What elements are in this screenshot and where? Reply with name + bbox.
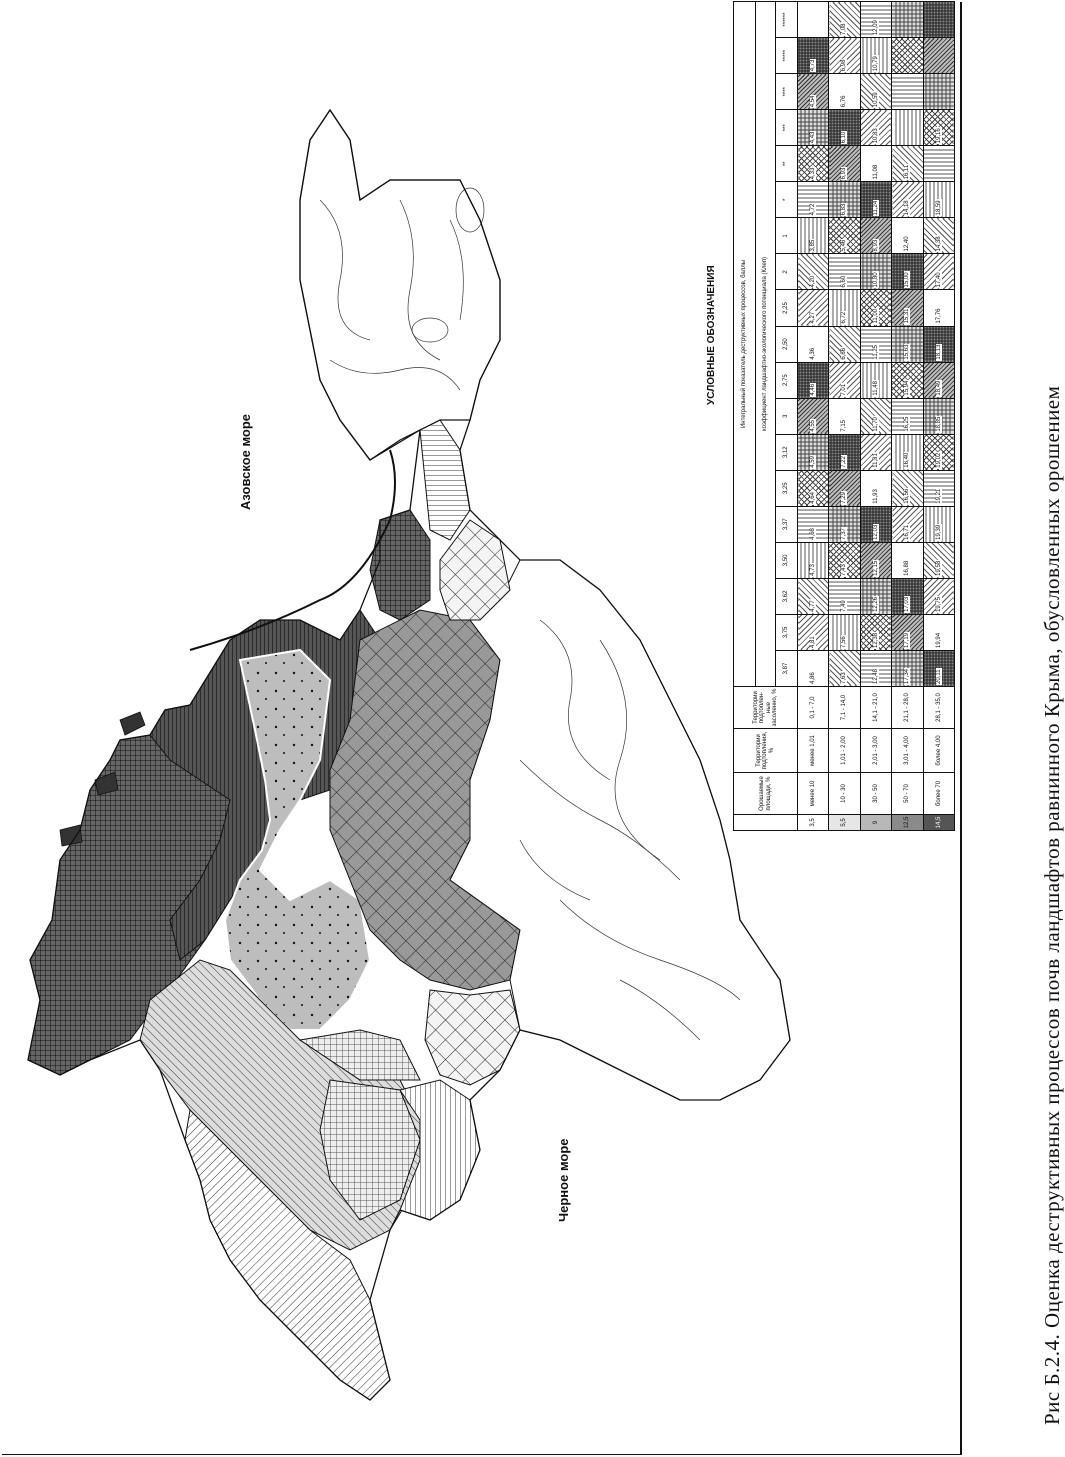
- legend-row-flood-zone: 0,1 - 7,0: [798, 687, 829, 729]
- legend-cell-value: 7,56: [841, 636, 848, 648]
- legend-cell-value: 18,59: [935, 200, 942, 216]
- legend-pattern-cell: [892, 38, 923, 74]
- legend-cell-value: 10,59: [872, 92, 879, 108]
- legend-pattern-cell: [892, 614, 923, 650]
- legend-cell-value: 10,83: [872, 128, 879, 144]
- legend-row-score: 3,5: [798, 815, 829, 831]
- legend-cell-value: 4,43: [810, 131, 817, 144]
- zone-isthmus-horizontal: [420, 420, 470, 540]
- legend-row-flooding: 2,01 - 3,00: [860, 729, 891, 773]
- legend-cell-value: 14,38: [935, 236, 942, 252]
- legend-pattern-cell: [860, 218, 891, 254]
- legend-row-irrigated: менее 10: [798, 773, 829, 815]
- legend-cell-value: 7,15: [841, 419, 848, 432]
- legend-cell-value: 19,02: [935, 452, 942, 468]
- legend-cell-value: 8,93: [872, 239, 879, 252]
- legend-cell-value: 12,03: [872, 524, 879, 540]
- legend-cell-value: 4,72: [810, 203, 817, 216]
- legend-row-flood-zone: 21,1 - 28,0: [892, 687, 923, 729]
- legend-cell-value: 16,71: [904, 524, 911, 540]
- legend-pattern-cell: [798, 434, 829, 470]
- legend-pattern-cell: [860, 398, 891, 434]
- legend-cell-value: 4,81: [810, 636, 817, 648]
- legend-pattern-cell: [798, 146, 829, 182]
- legend: [733, 1, 955, 831]
- legend-pattern-cell: [892, 218, 923, 254]
- legend-pattern-cell: [860, 506, 891, 542]
- legend-pattern-cell: [829, 398, 860, 434]
- legend-row-score: 5,5: [829, 815, 860, 831]
- legend-pattern-cell: [892, 398, 923, 434]
- legend-row: [829, 2, 860, 831]
- legend-klep-value: *: [776, 182, 798, 218]
- legend-cell-value: 4,36: [810, 347, 817, 360]
- legend-pattern-cell: [923, 110, 954, 146]
- legend-cell-value: 15,63: [904, 344, 911, 360]
- legend-cell-value: 7,37: [841, 528, 848, 540]
- legend-row-score: 9: [860, 815, 891, 831]
- legend-klep-value: 3,75: [776, 614, 798, 650]
- legend-pattern-cell: [892, 110, 923, 146]
- legend-cell-value: 12,40: [904, 236, 911, 252]
- legend-cell-value: 4,20: [810, 275, 817, 288]
- legend-pattern-cell: [829, 218, 860, 254]
- legend-cell-value: 7,22: [841, 456, 848, 468]
- legend-klep-value: 3,25: [776, 470, 798, 506]
- legend-cell-value: 12,38: [872, 632, 879, 648]
- legend-row-flooding: менее 1,01: [798, 729, 829, 773]
- legend-pattern-cell: [892, 146, 923, 182]
- legend-pattern-cell: [829, 110, 860, 146]
- legend-header-coef: коэффициент ландшафтно-экологического потенциала (Клеп): [756, 2, 776, 687]
- legend-cell-value: 6,93: [841, 167, 848, 180]
- zone-north-strip: [370, 510, 430, 620]
- legend-pattern-cell: [860, 110, 891, 146]
- legend-row: [892, 2, 923, 831]
- legend-pattern-cell: [829, 2, 860, 38]
- legend-cell-value: 4,73: [810, 564, 817, 576]
- legend-cell-value: 6,10: [841, 131, 848, 144]
- legend-pattern-cell: [892, 182, 923, 218]
- legend-pattern-cell: [860, 578, 891, 614]
- legend-pattern-cell: [829, 146, 860, 182]
- legend-cell-value: 12,48: [872, 668, 879, 684]
- legend-pattern-cell: [923, 182, 954, 218]
- legend-pattern-cell: [798, 398, 829, 434]
- legend-pattern-cell: [923, 650, 954, 686]
- legend-pattern-cell: [798, 110, 829, 146]
- legend-cell-value: 6,98: [841, 59, 848, 72]
- legend-row-flooding: более 4,00: [923, 729, 954, 773]
- legend-row-score: 12,5: [892, 815, 923, 831]
- legend-cell-value: 19,75: [935, 596, 942, 612]
- legend-row-irrigated: 50 - 70: [892, 773, 923, 815]
- legend-cell-value: 11,00: [872, 308, 879, 324]
- legend-cell-value: 19,21: [935, 488, 942, 504]
- legend-cell-value: 7,49: [841, 600, 848, 612]
- legend-cell-value: 11,08: [872, 164, 879, 180]
- legend-pattern-cell: [923, 470, 954, 506]
- legend-cell-value: 4,54: [810, 95, 817, 108]
- legend-pattern-cell: [923, 290, 954, 326]
- legend-cell-value: 19,58: [935, 560, 942, 576]
- legend-pattern-cell: [798, 614, 829, 650]
- legend-pattern-cell: [860, 2, 891, 38]
- legend-cell-value: 20,11: [935, 669, 942, 684]
- legend-pattern-cell: [923, 398, 954, 434]
- legend-pattern-cell: [923, 146, 954, 182]
- legend-pattern-cell: [860, 74, 891, 110]
- legend-pattern-cell: [860, 542, 891, 578]
- legend-pattern-cell: [860, 614, 891, 650]
- legend-row-irrigated: 30 - 50: [860, 773, 891, 815]
- legend-header-flooding: Территории подтопления, %: [734, 729, 798, 773]
- legend-pattern-cell: [860, 146, 891, 182]
- legend-pattern-cell: [892, 74, 923, 110]
- legend-cell-value: 14,18: [904, 200, 911, 216]
- legend-cell-value: 5,46: [841, 239, 848, 252]
- legend-cell-value: 7,29: [841, 492, 848, 504]
- legend-pattern-cell: [829, 434, 860, 470]
- legend-klep-value: *****: [776, 38, 798, 74]
- legend-cell-value: 6,72: [841, 311, 848, 324]
- legend-cell-value: 11,25: [872, 345, 879, 360]
- legend-cell-value: 6,60: [841, 275, 848, 288]
- legend-pattern-cell: [860, 434, 891, 470]
- legend-pattern-cell: [860, 470, 891, 506]
- legend-cell-value: 11,70: [872, 417, 879, 432]
- legend-pattern-cell: [829, 254, 860, 290]
- legend-cell-value: 4,73: [810, 59, 817, 72]
- legend-cell-value: 12,09: [872, 20, 879, 36]
- legend-cell-value: 4,33: [810, 167, 817, 180]
- legend-pattern-cell: [923, 614, 954, 650]
- legend-pattern-cell: [923, 326, 954, 362]
- legend-cell-value: 17,03: [904, 596, 911, 612]
- legend-pattern-cell: [829, 326, 860, 362]
- legend-cell-value: 4,68: [810, 528, 817, 540]
- legend-pattern-cell: [829, 182, 860, 218]
- legend-pattern-cell: [923, 38, 954, 74]
- zone-kerch: [300, 110, 500, 460]
- legend-row-irrigated: более 70: [923, 773, 954, 815]
- legend-cell-value: 16,11: [904, 164, 911, 180]
- legend-row-flooding: 3,01 - 4,00: [892, 729, 923, 773]
- zone-south-xlight: [425, 990, 520, 1085]
- legend-cell-value: 10,80: [872, 272, 879, 288]
- legend-pattern-cell: [923, 74, 954, 110]
- legend-pattern-cell: [892, 542, 923, 578]
- legend-row: [860, 2, 891, 831]
- figure-caption: Рис Б.2.4. Оценка деструктивных процессов почв ландшафтов равнинного Крыма, обусловленных орошением: [1040, 385, 1064, 1425]
- legend-klep-value: **: [776, 146, 798, 182]
- legend-pattern-cell: [923, 506, 954, 542]
- legend-pattern-cell: [829, 614, 860, 650]
- legend-cell-value: 7,43: [841, 564, 848, 576]
- legend-pattern-cell: [923, 254, 954, 290]
- legend-cell-value: 10,79: [872, 56, 879, 72]
- legend-cell-value: 15,00: [904, 272, 911, 288]
- legend-cell-value: 19,94: [935, 632, 942, 648]
- legend-pattern-cell: [892, 290, 923, 326]
- legend-pattern-cell: [798, 182, 829, 218]
- legend-pattern-cell: [829, 362, 860, 398]
- legend-klep-value: 3,12: [776, 434, 798, 470]
- legend-klep-value: 3,50: [776, 542, 798, 578]
- legend-pattern-cell: [892, 650, 923, 686]
- legend-pattern-cell: [798, 2, 829, 38]
- legend-cell-value: 7,08: [841, 23, 848, 36]
- legend-cell-value: 18,85: [935, 416, 942, 432]
- legend-cell-value: 11,81: [872, 453, 879, 468]
- legend-pattern-cell: [798, 38, 829, 74]
- legend-cell-value: 3,85: [810, 239, 817, 252]
- legend-pattern-cell: [860, 182, 891, 218]
- legend-row-irrigated: 10 - 30: [829, 773, 860, 815]
- legend-cell-value: 19,16: [935, 128, 942, 144]
- legend-pattern-cell: [798, 290, 829, 326]
- legend-pattern-cell: [892, 2, 923, 38]
- legend-row-flooding: 1,01 - 2,00: [829, 729, 860, 773]
- legend-cell-value: 7,63: [841, 672, 848, 684]
- legend-cell-value: 15,94: [904, 380, 911, 396]
- legend-cell-value: 16,40: [904, 452, 911, 468]
- legend-row-flood-zone: 28,1 - 35,0: [923, 687, 954, 729]
- legend-pattern-cell: [798, 74, 829, 110]
- legend-pattern-cell: [829, 506, 860, 542]
- legend-cell-value: 4,64: [810, 492, 817, 504]
- legend-cell-value: 4,27: [810, 311, 817, 324]
- legend-cell-value: 18,13: [935, 344, 942, 360]
- legend-cell-value: 19,39: [935, 524, 942, 540]
- legend-header-irrigated: Орошаемые площади, %: [734, 773, 798, 815]
- legend-cell-value: 11,93: [872, 489, 879, 504]
- legend-cell-value: 7,01: [841, 383, 848, 396]
- legend-pattern-cell: [798, 362, 829, 398]
- legend-klep-value: 1: [776, 218, 798, 254]
- legend-cell-value: 12,26: [872, 596, 879, 612]
- legend-klep-value: 3,37: [776, 506, 798, 542]
- legend-klep-value: ****: [776, 74, 798, 110]
- legend-cell-value: 4,46: [810, 383, 817, 396]
- legend-pattern-cell: [860, 38, 891, 74]
- legend-cell-value: 16,88: [904, 560, 911, 576]
- legend-pattern-cell: [798, 650, 829, 686]
- legend-pattern-cell: [892, 254, 923, 290]
- legend-header-integral: Интегральный показатель деструктивных процессов, баллы: [734, 2, 756, 687]
- legend-header-score: [734, 815, 798, 831]
- legend-cell-value: 17,34: [904, 668, 911, 684]
- legend-cell-value: 16,56: [904, 488, 911, 504]
- legend-row-score: 14,5: [923, 815, 954, 831]
- legend-klep-value: 2,75: [776, 362, 798, 398]
- legend-cell-value: 6,86: [841, 347, 848, 360]
- legend-pattern-cell: [892, 326, 923, 362]
- legend-pattern-cell: [860, 650, 891, 686]
- legend-pattern-cell: [923, 542, 954, 578]
- legend-cell-value: 15,31: [904, 308, 911, 324]
- legend-pattern-cell: [798, 254, 829, 290]
- legend-pattern-cell: [860, 362, 891, 398]
- legend-cell-value: 4,77: [810, 600, 817, 612]
- legend-cell-value: 6,76: [841, 95, 848, 108]
- legend-pattern-cell: [892, 362, 923, 398]
- legend-cell-value: 11,24: [872, 200, 879, 216]
- legend-pattern-cell: [798, 326, 829, 362]
- legend-klep-value: 2,25: [776, 290, 798, 326]
- legend-pattern-cell: [923, 434, 954, 470]
- legend-pattern-cell: [829, 470, 860, 506]
- legend-title: УСЛОВНЫЕ ОБОЗНАЧЕНИЯ: [706, 265, 717, 405]
- sea-label-black: Черное море: [556, 1138, 571, 1222]
- legend-pattern-cell: [798, 542, 829, 578]
- legend-pattern-cell: [798, 506, 829, 542]
- legend-pattern-cell: [923, 362, 954, 398]
- legend-cell-value: 12,15: [872, 560, 879, 576]
- legend-pattern-cell: [798, 218, 829, 254]
- legend-klep-value: 3,87: [776, 650, 798, 686]
- legend-pattern-cell: [860, 326, 891, 362]
- legend-pattern-cell: [923, 218, 954, 254]
- legend-row-flood-zone: 14,1 - 21,0: [860, 687, 891, 729]
- legend-pattern-cell: [892, 434, 923, 470]
- legend-klep-value: ***: [776, 110, 798, 146]
- legend-cell-value: 17,76: [935, 308, 942, 324]
- legend-cell-value: 11,48: [872, 381, 879, 396]
- legend-cell-value: 17,40: [935, 272, 942, 288]
- legend-pattern-cell: [829, 650, 860, 686]
- legend-pattern-cell: [829, 74, 860, 110]
- legend-pattern-cell: [923, 2, 954, 38]
- legend-cell-value: 18,49: [935, 380, 942, 396]
- legend-pattern-cell: [798, 578, 829, 614]
- legend-cell-value: 17,19: [904, 632, 911, 648]
- legend-pattern-cell: [860, 254, 891, 290]
- legend-klep-value: 3,62: [776, 578, 798, 614]
- legend-klep-value: ******: [776, 2, 798, 38]
- legend-pattern-cell: [829, 578, 860, 614]
- legend-row-flood-zone: 7,1 - 14,0: [829, 687, 860, 729]
- legend-table: [733, 1, 955, 831]
- legend-cell-value: 4,86: [810, 672, 817, 684]
- legend-pattern-cell: [892, 578, 923, 614]
- legend-cell-value: 4,55: [810, 419, 817, 432]
- legend-klep-value: 3: [776, 398, 798, 434]
- legend-klep-value: 2,50: [776, 326, 798, 362]
- legend-pattern-cell: [829, 290, 860, 326]
- legend-pattern-cell: [860, 290, 891, 326]
- legend-klep-value: 2: [776, 254, 798, 290]
- sea-label-azov: Азовское море: [238, 413, 253, 510]
- legend-pattern-cell: [829, 38, 860, 74]
- legend-cell-value: 4,59: [810, 456, 817, 468]
- legend-pattern-cell: [892, 506, 923, 542]
- legend-pattern-cell: [892, 470, 923, 506]
- legend-row: [923, 2, 954, 831]
- legend-pattern-cell: [829, 542, 860, 578]
- legend-header-flood-zone: Территории подтоплен-ные засоленно, %: [734, 687, 798, 729]
- legend-row: [798, 2, 829, 831]
- legend-pattern-cell: [798, 470, 829, 506]
- legend-cell-value: 6,83: [841, 203, 848, 216]
- legend-pattern-cell: [923, 578, 954, 614]
- legend-cell-value: 16,25: [904, 416, 911, 432]
